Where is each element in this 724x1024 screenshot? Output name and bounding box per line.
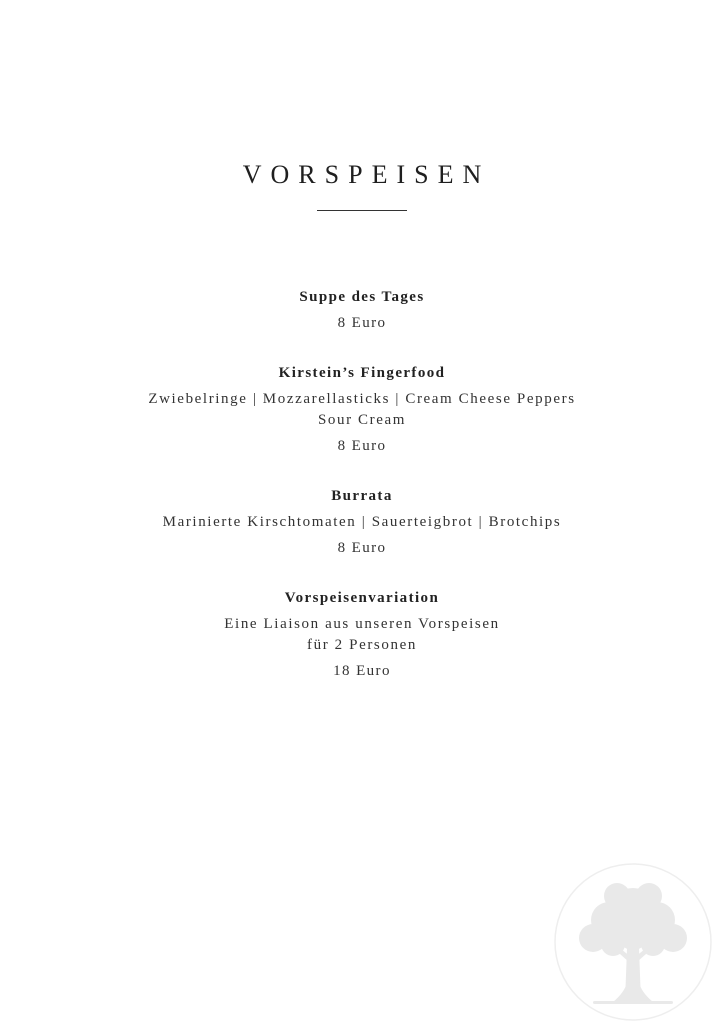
menu-item-description: Eine Liaison aus unseren Vorspeisen xyxy=(224,616,500,632)
menu-list xyxy=(0,286,724,710)
menu-item-burrata xyxy=(0,485,724,559)
menu-item-description: Marinierte Kirschtomaten | Sauerteigbrot | Brotchips xyxy=(162,514,562,530)
menu-item-name: Burrata xyxy=(331,488,393,504)
menu-item-fingerfood xyxy=(0,362,724,457)
menu-item-suppe xyxy=(0,286,724,334)
menu-item-description: Zwiebelringe | Mozzarellasticks | Cream Cheese Peppers xyxy=(148,391,576,407)
menu-item-description: für 2 Personen xyxy=(307,637,417,653)
menu-item-price: 8 Euro xyxy=(337,315,387,331)
page-title: VORSPEISEN xyxy=(242,160,491,189)
menu-item-price: 8 Euro xyxy=(337,438,387,454)
menu-item-name: Kirstein’s Fingerfood xyxy=(278,365,446,381)
menu-item-name: Vorspeisenvariation xyxy=(284,590,440,606)
title-divider xyxy=(317,210,407,211)
menu-item-name: Suppe des Tages xyxy=(299,289,425,305)
menu-item-description: Sour Cream xyxy=(317,412,407,428)
menu-item-vorspeisenvariation xyxy=(0,587,724,682)
menu-item-price: 8 Euro xyxy=(337,540,387,556)
tree-icon xyxy=(553,862,713,1022)
menu-item-price: 18 Euro xyxy=(333,663,391,679)
